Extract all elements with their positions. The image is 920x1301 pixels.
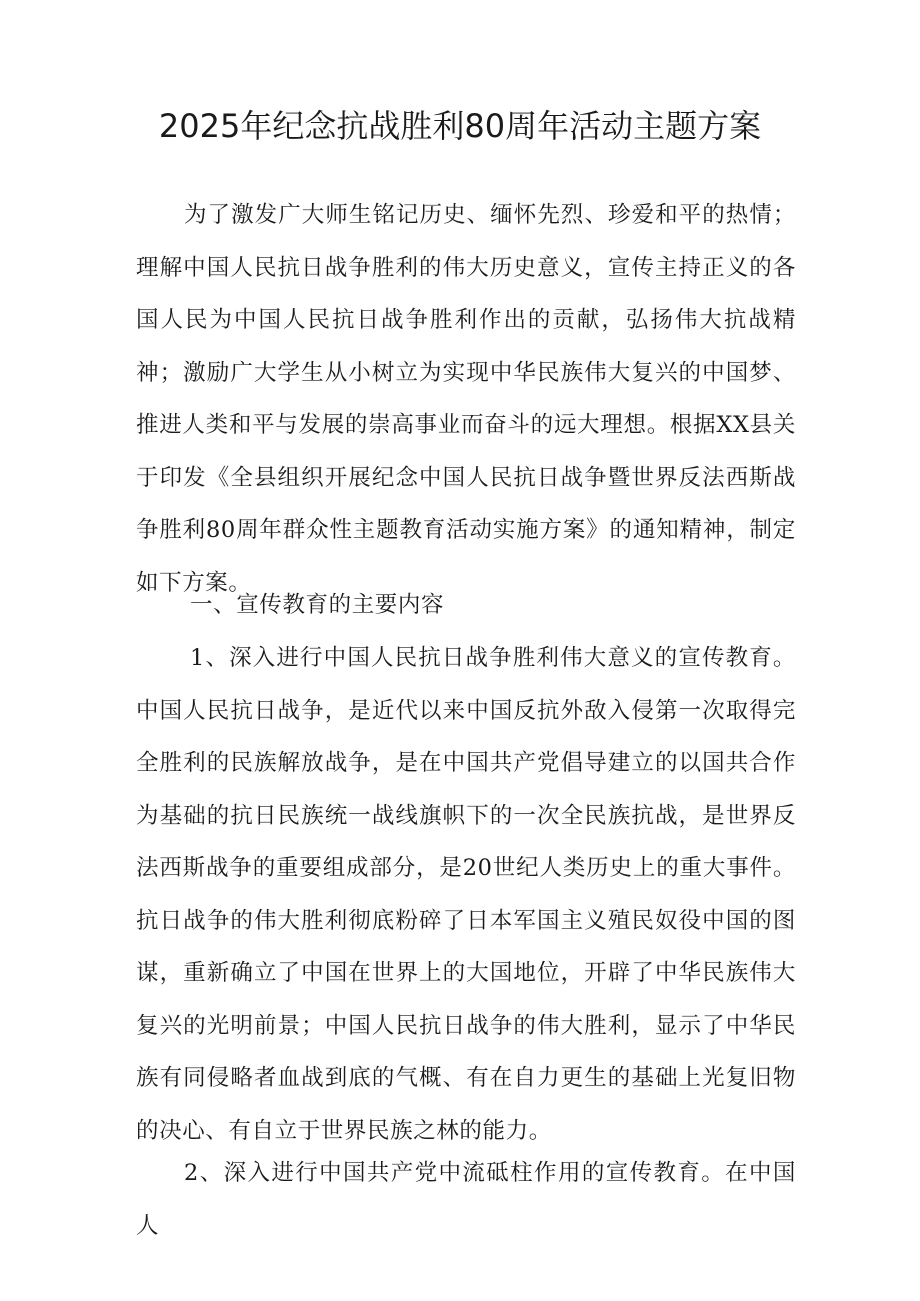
section-heading: 一、宣传教育的主要内容 — [190, 592, 445, 618]
intro-paragraph: 为了激发广大师生铭记历史、缅怀先烈、珍爱和平的热情；理解中国人民抗日战争胜利的伟大历史意义，宣传主持正义的各国人民为中国人民抗日战争胜利作出的贡献，弘扬伟大抗战精神；激励广大学生从小树立为实现中华民族伟大复兴的中国梦、推进人类和平与发展的崇高事业而奋斗的远大理想。根据XX县关于印发《全县组织开展纪念中国人民抗日战争暨世界反法西斯战争胜利80周年群众性主题教育活动实施方案》的通知精神，制定如下方案。 — [136, 202, 796, 596]
item-1-paragraph: 1、深入进行中国人民抗日战争胜利伟大意义的宣传教育。中国人民抗日战争，是近代以来中国反抗外敌入侵第一次取得完全胜利的民族解放战争，是在中国共产党倡导建立的以国共合作为基础的抗日民族统一战线旗帜下的一次全民族抗战，是世界反法西斯战争的重要组成部分，是20世纪人类历史上的重大事件。抗日战争的伟大胜利彻底粉碎了日本军国主义殖民奴役中国的图谋，重新确立了中国在世界上的大国地位，开辟了中华民族伟大复兴的光明前景；中国人民抗日战争的伟大胜利，显示了中华民族有同侵略者血战到底的气概、有在自力更生的基础上光复旧物的决心、有自立于世界民族之林的能力。 — [136, 645, 796, 1144]
document-title: 2025年纪念抗战胜利80周年活动主题方案 — [158, 107, 762, 145]
item-2-paragraph: 2、深入进行中国共产党中流砥柱作用的宣传教育。在中国人 — [136, 1160, 796, 1239]
